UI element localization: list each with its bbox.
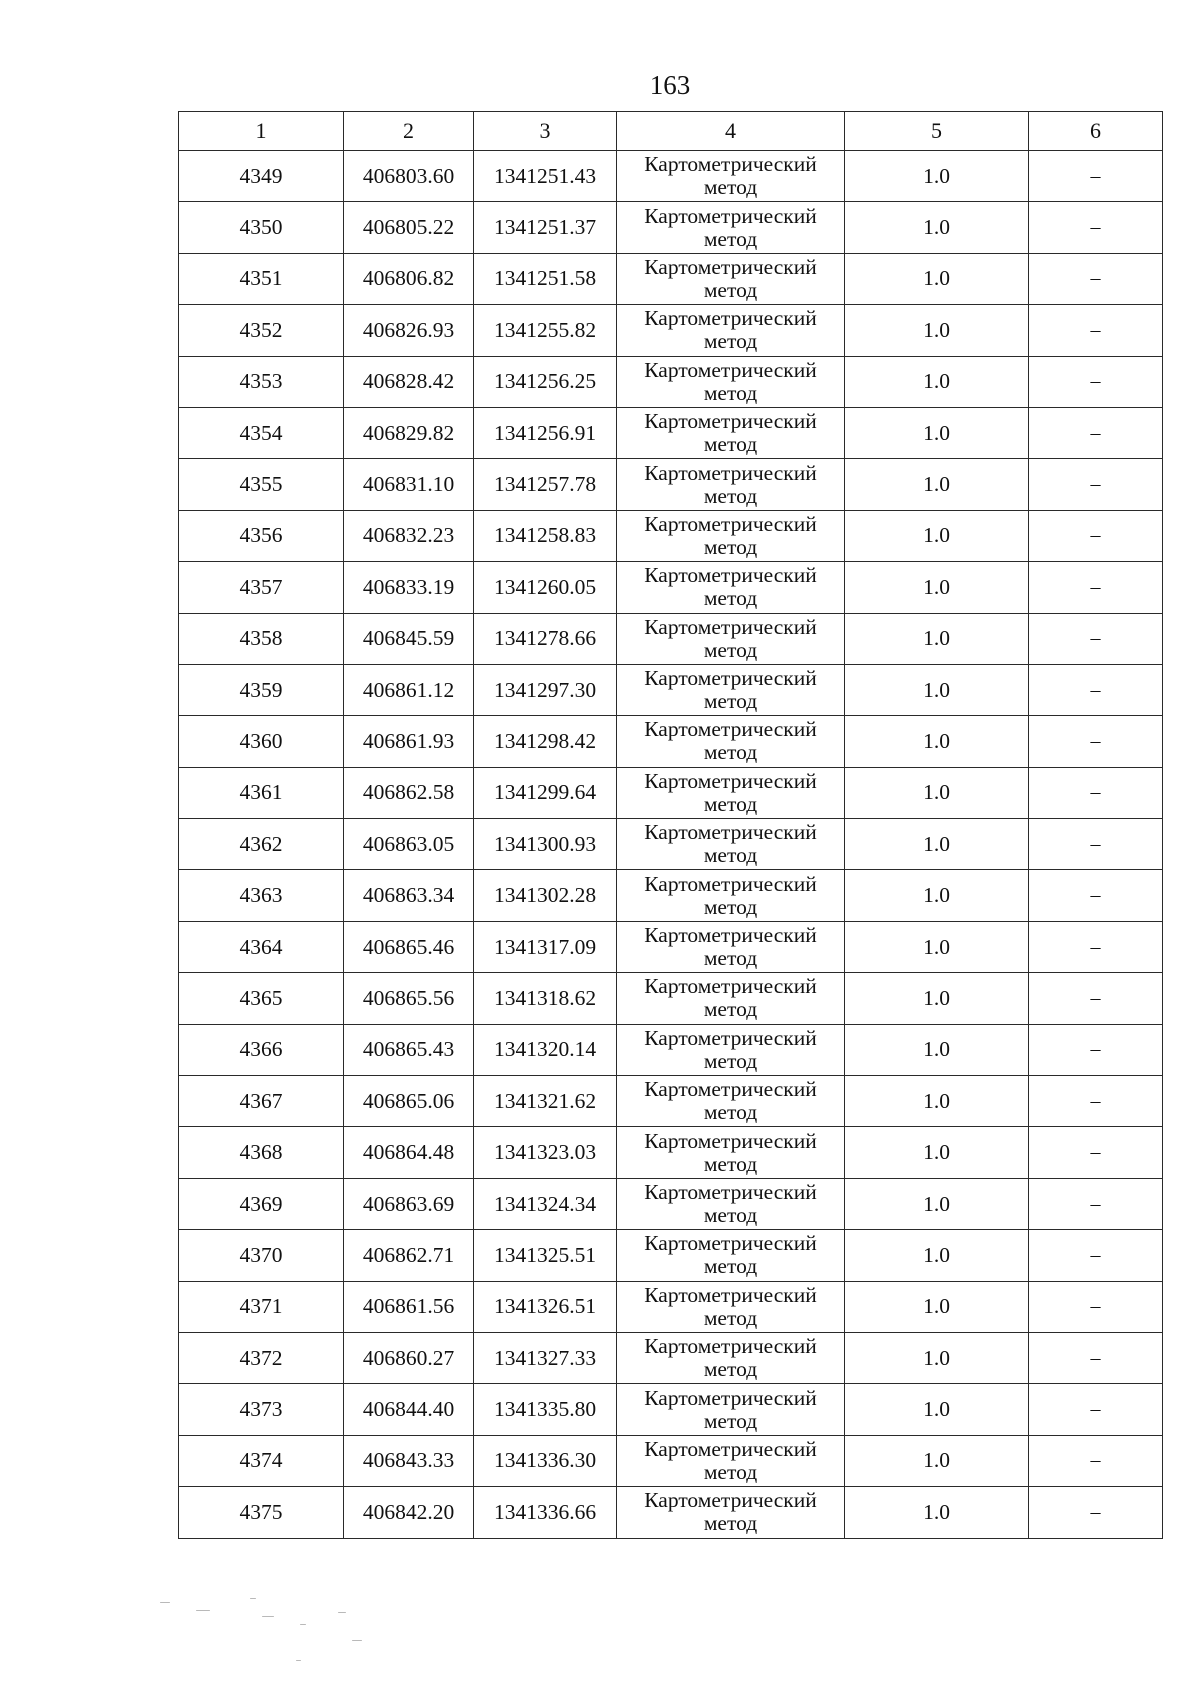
method-cell xyxy=(617,1332,845,1383)
description-cell: – xyxy=(1029,819,1163,870)
table-row xyxy=(179,305,1163,356)
table-row xyxy=(179,510,1163,561)
method-cell xyxy=(617,716,845,767)
accuracy-cell: 1.0 xyxy=(845,407,1029,458)
table-row xyxy=(179,1024,1163,1075)
method-cell xyxy=(617,1384,845,1435)
y-coordinate-cell: 1341255.82 xyxy=(474,305,617,356)
table-body xyxy=(179,151,1163,1539)
description-cell: – xyxy=(1029,1024,1163,1075)
x-coordinate-cell: 406832.23 xyxy=(344,510,474,561)
table-row xyxy=(179,716,1163,767)
point-number-cell: 4353 xyxy=(179,356,344,407)
point-number-cell: 4367 xyxy=(179,1076,344,1127)
table-row xyxy=(179,1230,1163,1281)
method-name-line-2: метод xyxy=(703,1305,758,1330)
description-cell: – xyxy=(1029,1487,1163,1538)
x-coordinate-cell: 406843.33 xyxy=(344,1435,474,1486)
table-row xyxy=(179,1076,1163,1127)
method-cell xyxy=(617,664,845,715)
point-number-cell: 4373 xyxy=(179,1384,344,1435)
accuracy-cell: 1.0 xyxy=(845,1024,1029,1075)
description-cell: – xyxy=(1029,407,1163,458)
point-number-cell: 4349 xyxy=(179,151,344,202)
accuracy-cell: 1.0 xyxy=(845,1230,1029,1281)
method-name-line-2: метод xyxy=(703,1048,758,1073)
method-name-line-1: Картометрический xyxy=(644,1334,817,1359)
point-number-cell: 4362 xyxy=(179,819,344,870)
x-coordinate-cell: 406829.82 xyxy=(344,407,474,458)
point-number-cell: 4365 xyxy=(179,973,344,1024)
y-coordinate-cell: 1341297.30 xyxy=(474,664,617,715)
description-cell: – xyxy=(1029,1332,1163,1383)
x-coordinate-cell: 406863.69 xyxy=(344,1178,474,1229)
method-name-line-1: Картометрический xyxy=(644,203,817,228)
method-cell xyxy=(617,459,845,510)
point-number-cell: 4355 xyxy=(179,459,344,510)
method-name-line-1: Картометрический xyxy=(644,614,817,639)
method-name-line-1: Картометрический xyxy=(644,666,817,691)
method-name-line-2: метод xyxy=(703,997,758,1022)
method-cell xyxy=(617,1024,845,1075)
method-cell xyxy=(617,870,845,921)
x-coordinate-cell: 406863.34 xyxy=(344,870,474,921)
table-header xyxy=(179,112,1163,151)
description-cell: – xyxy=(1029,767,1163,818)
accuracy-cell: 1.0 xyxy=(845,356,1029,407)
accuracy-cell: 1.0 xyxy=(845,870,1029,921)
accuracy-cell: 1.0 xyxy=(845,253,1029,304)
point-number-cell: 4358 xyxy=(179,613,344,664)
accuracy-cell: 1.0 xyxy=(845,459,1029,510)
y-coordinate-cell: 1341335.80 xyxy=(474,1384,617,1435)
table-row xyxy=(179,407,1163,458)
accuracy-cell: 1.0 xyxy=(845,1127,1029,1178)
x-coordinate-cell: 406861.56 xyxy=(344,1281,474,1332)
column-header-2: 2 xyxy=(344,112,474,151)
accuracy-cell: 1.0 xyxy=(845,1435,1029,1486)
accuracy-cell: 1.0 xyxy=(845,819,1029,870)
description-cell: – xyxy=(1029,716,1163,767)
method-name-line-1: Картометрический xyxy=(644,511,817,536)
y-coordinate-cell: 1341323.03 xyxy=(474,1127,617,1178)
method-name-line-1: Картометрический xyxy=(644,409,817,434)
table-row xyxy=(179,1127,1163,1178)
method-name-line-2: метод xyxy=(703,689,758,714)
coordinates-table xyxy=(178,111,1163,1539)
point-number-cell: 4363 xyxy=(179,870,344,921)
accuracy-cell: 1.0 xyxy=(845,305,1029,356)
y-coordinate-cell: 1341256.25 xyxy=(474,356,617,407)
method-cell xyxy=(617,202,845,253)
point-number-cell: 4356 xyxy=(179,510,344,561)
accuracy-cell: 1.0 xyxy=(845,921,1029,972)
method-name-line-2: метод xyxy=(703,380,758,405)
y-coordinate-cell: 1341298.42 xyxy=(474,716,617,767)
point-number-cell: 4357 xyxy=(179,562,344,613)
accuracy-cell: 1.0 xyxy=(845,767,1029,818)
method-name-line-2: метод xyxy=(703,1151,758,1176)
point-number-cell: 4351 xyxy=(179,253,344,304)
description-cell: – xyxy=(1029,510,1163,561)
accuracy-cell: 1.0 xyxy=(845,510,1029,561)
accuracy-cell: 1.0 xyxy=(845,202,1029,253)
table-row xyxy=(179,1332,1163,1383)
table-row xyxy=(179,664,1163,715)
point-number-cell: 4352 xyxy=(179,305,344,356)
x-coordinate-cell: 406865.43 xyxy=(344,1024,474,1075)
description-cell: – xyxy=(1029,921,1163,972)
point-number-cell: 4374 xyxy=(179,1435,344,1486)
y-coordinate-cell: 1341257.78 xyxy=(474,459,617,510)
x-coordinate-cell: 406845.59 xyxy=(344,613,474,664)
point-number-cell: 4361 xyxy=(179,767,344,818)
y-coordinate-cell: 1341299.64 xyxy=(474,767,617,818)
table-row xyxy=(179,1281,1163,1332)
description-cell: – xyxy=(1029,1435,1163,1486)
table-row xyxy=(179,1435,1163,1486)
x-coordinate-cell: 406865.46 xyxy=(344,921,474,972)
method-name-line-1: Картометрический xyxy=(644,1385,817,1410)
method-name-line-2: метод xyxy=(703,534,758,559)
y-coordinate-cell: 1341324.34 xyxy=(474,1178,617,1229)
method-cell xyxy=(617,1127,845,1178)
x-coordinate-cell: 406861.12 xyxy=(344,664,474,715)
accuracy-cell: 1.0 xyxy=(845,1384,1029,1435)
method-name-line-2: метод xyxy=(703,1459,758,1484)
method-cell xyxy=(617,407,845,458)
method-name-line-2: метод xyxy=(703,226,758,251)
method-name-line-2: метод xyxy=(703,1100,758,1125)
description-cell: – xyxy=(1029,305,1163,356)
method-name-line-1: Картометрический xyxy=(644,254,817,279)
y-coordinate-cell: 1341302.28 xyxy=(474,870,617,921)
table-row xyxy=(179,1384,1163,1435)
method-cell xyxy=(617,921,845,972)
method-name-line-2: метод xyxy=(703,1408,758,1433)
table-row xyxy=(179,151,1163,202)
y-coordinate-cell: 1341251.58 xyxy=(474,253,617,304)
method-name-line-1: Картометрический xyxy=(644,306,817,331)
method-name-line-1: Картометрический xyxy=(644,1436,817,1461)
y-coordinate-cell: 1341318.62 xyxy=(474,973,617,1024)
y-coordinate-cell: 1341278.66 xyxy=(474,613,617,664)
column-header-4: 4 xyxy=(617,112,845,151)
method-name-line-1: Картометрический xyxy=(644,460,817,485)
description-cell: – xyxy=(1029,1076,1163,1127)
method-name-line-2: метод xyxy=(703,329,758,354)
x-coordinate-cell: 406844.40 xyxy=(344,1384,474,1435)
method-cell xyxy=(617,1435,845,1486)
method-name-line-2: метод xyxy=(703,791,758,816)
table-row xyxy=(179,870,1163,921)
x-coordinate-cell: 406806.82 xyxy=(344,253,474,304)
point-number-cell: 4360 xyxy=(179,716,344,767)
method-cell xyxy=(617,305,845,356)
x-coordinate-cell: 406862.71 xyxy=(344,1230,474,1281)
method-cell xyxy=(617,1178,845,1229)
method-cell xyxy=(617,819,845,870)
method-name-line-2: метод xyxy=(703,637,758,662)
x-coordinate-cell: 406860.27 xyxy=(344,1332,474,1383)
method-name-line-1: Картометрический xyxy=(644,152,817,177)
table-row xyxy=(179,613,1163,664)
method-name-line-1: Картометрический xyxy=(644,1180,817,1204)
x-coordinate-cell: 406828.42 xyxy=(344,356,474,407)
table-row xyxy=(179,767,1163,818)
y-coordinate-cell: 1341251.43 xyxy=(474,151,617,202)
x-coordinate-cell: 406805.22 xyxy=(344,202,474,253)
method-name-line-1: Картометрический xyxy=(644,1025,817,1050)
x-coordinate-cell: 406864.48 xyxy=(344,1127,474,1178)
point-number-cell: 4368 xyxy=(179,1127,344,1178)
column-header-6: 6 xyxy=(1029,112,1163,151)
column-header-3: 3 xyxy=(474,112,617,151)
method-cell xyxy=(617,562,845,613)
accuracy-cell: 1.0 xyxy=(845,973,1029,1024)
method-name-line-2: метод xyxy=(703,1357,758,1382)
method-name-line-2: метод xyxy=(703,432,758,457)
x-coordinate-cell: 406865.06 xyxy=(344,1076,474,1127)
method-cell xyxy=(617,613,845,664)
table-row xyxy=(179,253,1163,304)
description-cell: – xyxy=(1029,1281,1163,1332)
description-cell: – xyxy=(1029,202,1163,253)
table-row xyxy=(179,562,1163,613)
header-row xyxy=(179,112,1163,151)
method-name-line-1: Картометрический xyxy=(644,820,817,845)
point-number-cell: 4375 xyxy=(179,1487,344,1538)
y-coordinate-cell: 1341251.37 xyxy=(474,202,617,253)
method-name-line-2: метод xyxy=(703,1254,758,1279)
table-row xyxy=(179,1178,1163,1229)
table-row xyxy=(179,356,1163,407)
x-coordinate-cell: 406826.93 xyxy=(344,305,474,356)
accuracy-cell: 1.0 xyxy=(845,716,1029,767)
y-coordinate-cell: 1341256.91 xyxy=(474,407,617,458)
description-cell: – xyxy=(1029,973,1163,1024)
method-name-line-2: метод xyxy=(703,946,758,971)
method-name-line-1: Картометрический xyxy=(644,974,817,999)
point-number-cell: 4366 xyxy=(179,1024,344,1075)
table-row xyxy=(179,921,1163,972)
page-number: 163 xyxy=(649,70,691,100)
point-number-cell: 4370 xyxy=(179,1230,344,1281)
point-number-cell: 4369 xyxy=(179,1178,344,1229)
accuracy-cell: 1.0 xyxy=(845,562,1029,613)
method-name-line-1: Картометрический xyxy=(644,923,817,948)
method-name-line-1: Картометрический xyxy=(644,1077,817,1102)
point-number-cell: 4359 xyxy=(179,664,344,715)
method-cell xyxy=(617,356,845,407)
method-name-line-1: Картометрический xyxy=(644,871,817,896)
accuracy-cell: 1.0 xyxy=(845,1281,1029,1332)
method-cell xyxy=(617,1230,845,1281)
x-coordinate-cell: 406862.58 xyxy=(344,767,474,818)
method-name-line-2: метод xyxy=(703,277,758,302)
description-cell: – xyxy=(1029,1230,1163,1281)
method-name-line-2: метод xyxy=(703,740,758,765)
column-header-5: 5 xyxy=(845,112,1029,151)
y-coordinate-cell: 1341327.33 xyxy=(474,1332,617,1383)
x-coordinate-cell: 406865.56 xyxy=(344,973,474,1024)
description-cell: – xyxy=(1029,664,1163,715)
method-name-line-1: Картометрический xyxy=(644,768,817,793)
description-cell: – xyxy=(1029,1384,1163,1435)
method-name-line-2: метод xyxy=(703,586,758,611)
accuracy-cell: 1.0 xyxy=(845,1076,1029,1127)
method-name-line-2: метод xyxy=(703,1203,758,1227)
accuracy-cell: 1.0 xyxy=(845,664,1029,715)
description-cell: – xyxy=(1029,459,1163,510)
method-cell xyxy=(617,510,845,561)
method-name-line-1: Картометрический xyxy=(644,357,817,382)
description-cell: – xyxy=(1029,562,1163,613)
description-cell: – xyxy=(1029,1178,1163,1229)
description-cell: – xyxy=(1029,151,1163,202)
point-number-cell: 4364 xyxy=(179,921,344,972)
method-name-line-2: метод xyxy=(703,843,758,868)
table-row xyxy=(179,819,1163,870)
method-name-line-1: Картометрический xyxy=(644,563,817,588)
y-coordinate-cell: 1341258.83 xyxy=(474,510,617,561)
method-name-line-1: Картометрический xyxy=(644,1128,817,1153)
y-coordinate-cell: 1341321.62 xyxy=(474,1076,617,1127)
method-name-line-2: метод xyxy=(703,1511,758,1536)
x-coordinate-cell: 406863.05 xyxy=(344,819,474,870)
description-cell: – xyxy=(1029,1127,1163,1178)
table-row xyxy=(179,459,1163,510)
method-name-line-1: Картометрический xyxy=(644,1282,817,1307)
y-coordinate-cell: 1341326.51 xyxy=(474,1281,617,1332)
accuracy-cell: 1.0 xyxy=(845,1487,1029,1538)
method-cell xyxy=(617,1076,845,1127)
x-coordinate-cell: 406833.19 xyxy=(344,562,474,613)
x-coordinate-cell: 406842.20 xyxy=(344,1487,474,1538)
y-coordinate-cell: 1341260.05 xyxy=(474,562,617,613)
point-number-cell: 4372 xyxy=(179,1332,344,1383)
y-coordinate-cell: 1341325.51 xyxy=(474,1230,617,1281)
description-cell: – xyxy=(1029,613,1163,664)
method-name-line-2: метод xyxy=(703,483,758,508)
method-name-line-2: метод xyxy=(703,894,758,919)
x-coordinate-cell: 406831.10 xyxy=(344,459,474,510)
point-number-cell: 4350 xyxy=(179,202,344,253)
table-row xyxy=(179,973,1163,1024)
description-cell: – xyxy=(1029,253,1163,304)
method-name-line-1: Картометрический xyxy=(644,717,817,742)
method-cell xyxy=(617,253,845,304)
x-coordinate-cell: 406803.60 xyxy=(344,151,474,202)
accuracy-cell: 1.0 xyxy=(845,1178,1029,1229)
point-number-cell: 4354 xyxy=(179,407,344,458)
method-cell xyxy=(617,1281,845,1332)
description-cell: – xyxy=(1029,870,1163,921)
method-name-line-1: Картометрический xyxy=(644,1488,817,1513)
method-cell xyxy=(617,1487,845,1538)
y-coordinate-cell: 1341336.30 xyxy=(474,1435,617,1486)
table-row xyxy=(179,202,1163,253)
method-cell xyxy=(617,973,845,1024)
accuracy-cell: 1.0 xyxy=(845,613,1029,664)
table-row xyxy=(179,1487,1163,1538)
y-coordinate-cell: 1341300.93 xyxy=(474,819,617,870)
column-header-1: 1 xyxy=(179,112,344,151)
method-cell xyxy=(617,151,845,202)
accuracy-cell: 1.0 xyxy=(845,151,1029,202)
y-coordinate-cell: 1341336.66 xyxy=(474,1487,617,1538)
y-coordinate-cell: 1341320.14 xyxy=(474,1024,617,1075)
method-name-line-1: Картометрический xyxy=(644,1231,817,1256)
point-number-cell: 4371 xyxy=(179,1281,344,1332)
description-cell: – xyxy=(1029,356,1163,407)
method-cell xyxy=(617,767,845,818)
x-coordinate-cell: 406861.93 xyxy=(344,716,474,767)
y-coordinate-cell: 1341317.09 xyxy=(474,921,617,972)
method-name-line-2: метод xyxy=(703,175,758,200)
accuracy-cell: 1.0 xyxy=(845,1332,1029,1383)
